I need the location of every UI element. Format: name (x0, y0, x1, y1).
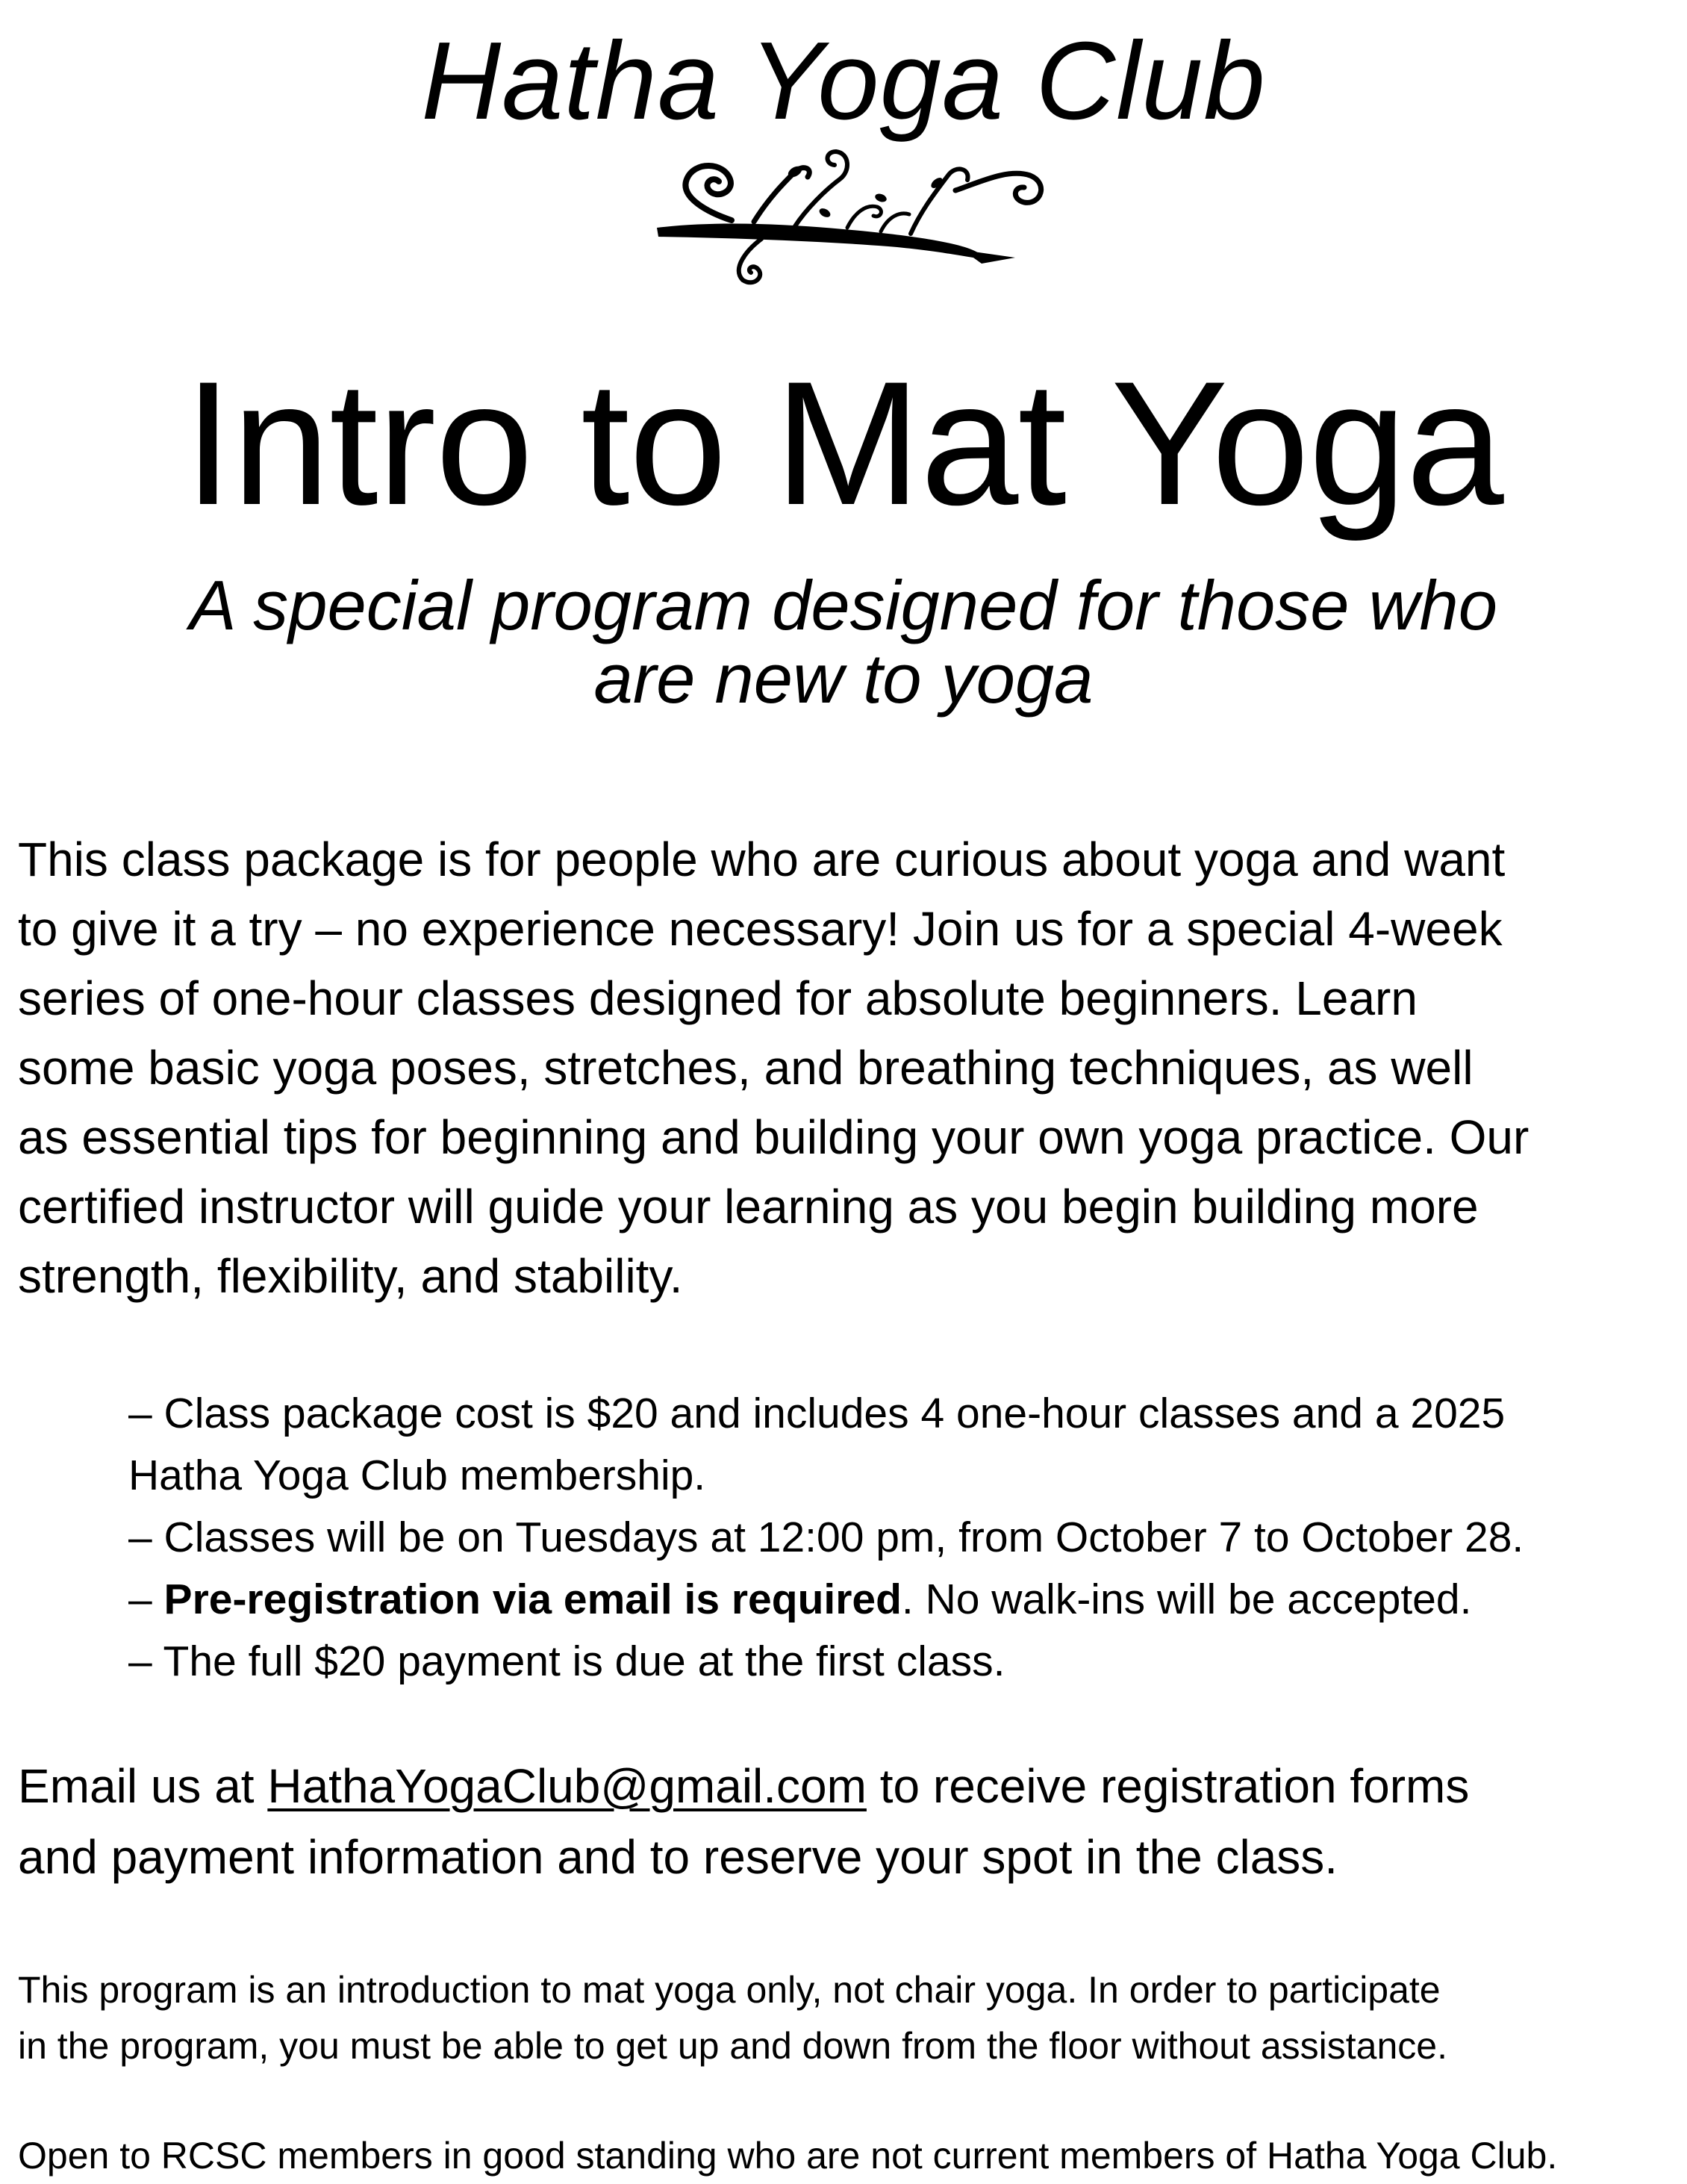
detail-schedule: – Classes will be on Tuesdays at 12:00 pm, from October 7 to October 28. (128, 1513, 1524, 1561)
contact-paragraph (18, 1751, 1675, 1893)
subtitle-line-2: are new to yoga (593, 639, 1094, 718)
detail-registration-rest: . No walk-ins will be accepted. (901, 1575, 1472, 1623)
subtitle-line-1: A special program designed for those who (189, 566, 1498, 644)
page-title: Intro to Mat Yoga (184, 345, 1503, 542)
notice-line: This program is an introduction to mat yoga only, not chair yoga. In order to participate (18, 1969, 1441, 2011)
contact-line-1 (18, 1751, 1675, 1822)
detail-cost-line-2: Hatha Yoga Club membership. (128, 1452, 706, 1499)
email-link[interactable]: HathaYogaClub@gmail.com (267, 1759, 867, 1813)
details-list (128, 1383, 1666, 1693)
club-name: Hatha Yoga Club (421, 19, 1266, 143)
intro-line: certified instructor will guide your learning as you begin building more (18, 1180, 1479, 1233)
intro-line: This class package is for people who are curious about yoga and want (18, 833, 1506, 886)
contact-line-2: and payment information and to reserve your spot in the class. (18, 1830, 1338, 1884)
eligibility-text: Open to RCSC members in good standing who are not current members of Hatha Yoga Club. (18, 2135, 1558, 2177)
swirl-branch-icon (642, 138, 1060, 287)
notice-line: in the program, you must be able to get up and down from the floor without assistance. (18, 2025, 1447, 2067)
detail-registration-bold: Pre-registration via email is required (163, 1575, 902, 1623)
detail-payment: – The full $20 payment is due at the first class. (128, 1637, 1005, 1685)
intro-line: to give it a try – no experience necessary! Join us for a special 4-week (18, 902, 1503, 956)
detail-registration-prefix: – (128, 1575, 164, 1623)
intro-line: as essential tips for beginning and building your own yoga practice. Our (18, 1110, 1529, 1164)
detail-cost-line-1: – Class package cost is $20 and includes 4 one-hour classes and a 2025 (128, 1390, 1506, 1437)
contact-suffix: to receive registration forms (866, 1759, 1470, 1813)
notice-paragraph (18, 1962, 1687, 2074)
subtitle (0, 566, 1687, 718)
contact-prefix: Email us at (18, 1759, 268, 1813)
intro-paragraph (18, 825, 1687, 1311)
intro-line: some basic yoga poses, stretches, and breathing techniques, as well (18, 1041, 1474, 1095)
intro-line: strength, flexibility, and stability. (18, 1249, 683, 1303)
intro-line: series of one-hour classes designed for absolute beginners. Learn (18, 971, 1418, 1025)
detail-registration (128, 1569, 1666, 1631)
